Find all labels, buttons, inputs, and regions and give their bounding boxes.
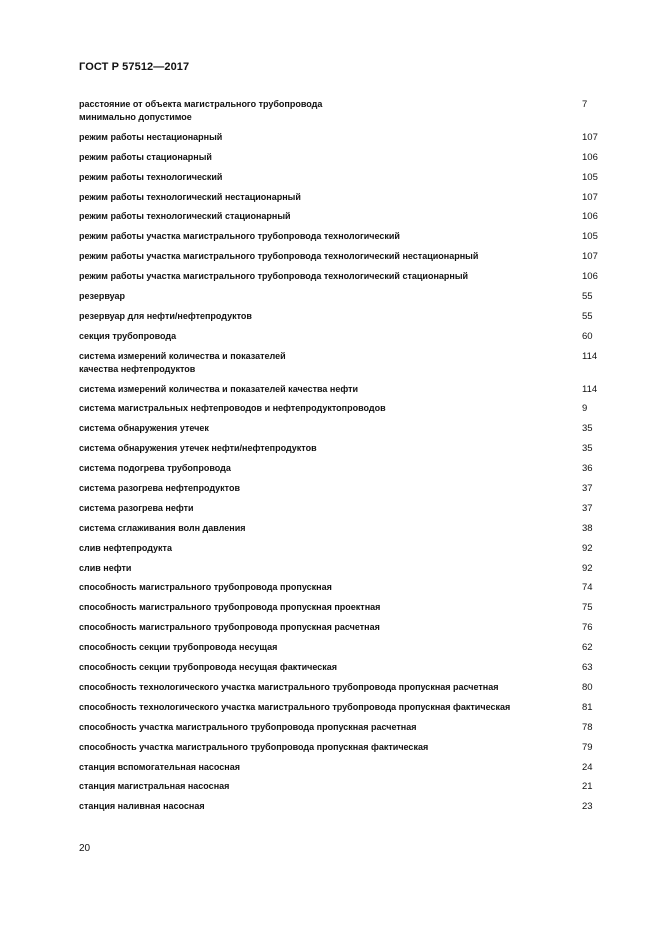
index-term: система обнаружения утечек нефти/нефтепродуктов [79,443,317,454]
index-page-number: 35 [582,443,593,455]
index-term: слив нефти [79,562,132,573]
index-entry [79,350,599,376]
index-entry [79,230,599,243]
index-term: система подогрева трубопровода [79,463,231,474]
index-entry [79,661,599,674]
index-entry [79,442,599,455]
index-term: расстояние от объекта магистрального трубопровода минимально допустимое [79,99,323,122]
index-entry [79,562,599,575]
index-entry [79,581,599,594]
index-term: система разогрева нефтепродуктов [79,483,240,494]
index-entry [79,171,599,184]
index-page-number: 63 [582,662,593,674]
index-term: система измерений количества и показателей качества нефти [79,383,359,394]
index-entry [79,462,599,475]
index-entry [79,250,599,263]
document-header: ГОСТ Р 57512—2017 [79,61,190,73]
index-entry [79,210,599,223]
index-page-number: 114 [582,383,598,395]
index-page-number: 75 [582,602,593,614]
index-entry [79,641,599,654]
index-entry [79,502,599,515]
index-term: режим работы технологический стационарный [79,211,291,222]
index-entry [79,621,599,634]
index-page-number: 37 [582,483,593,495]
index-term: режим работы участка магистрального трубопровода технологический стационарный [79,271,469,282]
index-page-number: 106 [582,211,598,223]
index-entry [79,131,599,144]
index-page-number: 37 [582,502,593,514]
index-page-number: 7 [582,99,588,110]
index-entry-list [79,98,599,820]
index-entry [79,290,599,303]
index-page-number: 55 [582,310,593,322]
index-term: режим работы технологический [79,171,223,182]
index-page-number: 107 [582,251,598,263]
index-page-number: 107 [582,191,598,203]
index-entry [79,681,599,694]
index-page-number: 78 [582,721,593,733]
index-entry [79,422,599,435]
index-term: способность технологического участка магистрального трубопровода пропускная фактическая [79,701,511,712]
index-term: режим работы технологический нестационарный [79,191,301,202]
index-page-number: 62 [582,642,593,654]
index-term: способность секции трубопровода несущая [79,642,278,653]
index-page-number: 21 [582,781,593,793]
index-term: способность участка магистрального трубопровода пропускная фактическая [79,741,429,752]
index-term: система измерений количества и показателей качества нефтепродуктов [79,350,286,374]
index-term: резервуар [79,291,126,302]
index-page-number: 114 [582,350,598,362]
index-page-number: 36 [582,463,593,475]
index-term: режим работы участка магистрального трубопровода технологический нестационарный [79,251,479,262]
index-page-number: 35 [582,423,593,435]
index-entry [79,482,599,495]
page-number: 20 [79,843,91,854]
index-entry [79,330,599,343]
index-page-number: 9 [582,403,588,415]
index-entry [79,270,599,283]
index-entry [79,800,599,813]
index-page-number: 92 [582,542,593,554]
index-entry [79,522,599,535]
index-term: система разогрева нефти [79,502,194,513]
index-page-number: 23 [582,801,593,813]
index-page-number: 106 [582,151,598,163]
index-entry [79,310,599,323]
index-page-number: 24 [582,761,593,773]
index-entry [79,542,599,555]
index-page-number: 74 [582,582,593,594]
index-entry [79,701,599,714]
index-page-number: 38 [582,522,593,534]
index-term: слив нефтепродукта [79,542,172,553]
index-term: способность технологического участка магистрального трубопровода пропускная расчетная [79,681,499,692]
index-page-number: 105 [582,231,598,243]
index-page-number: 55 [582,291,593,303]
index-page-number: 80 [582,681,593,693]
index-term: способность секции трубопровода несущая фактическая [79,662,338,673]
index-page-number: 60 [582,330,593,342]
index-term: система сглаживания волн давления [79,522,246,533]
index-term: секция трубопровода [79,330,177,341]
index-page-number: 76 [582,622,593,634]
index-entry [79,402,599,415]
index-entry [79,721,599,734]
index-entry [79,761,599,774]
index-term: режим работы нестационарный [79,131,223,142]
index-entry [79,383,599,396]
index-entry [79,741,599,754]
index-term: способность магистрального трубопровода пропускная проектная [79,602,381,613]
index-entry [79,191,599,204]
index-entry [79,780,599,793]
index-page-number: 105 [582,171,598,183]
index-page-number: 107 [582,131,598,143]
index-entry [79,601,599,614]
index-page-number: 79 [582,741,593,753]
index-term: способность магистрального трубопровода пропускная расчетная [79,622,380,633]
index-entry [79,98,599,124]
index-term: способность магистрального трубопровода пропускная [79,582,332,593]
index-page-number: 81 [582,701,593,713]
index-page-number: 106 [582,271,598,283]
index-term: режим работы стационарный [79,151,212,162]
index-term: режим работы участка магистрального трубопровода технологический [79,231,400,242]
index-term: станция магистральная насосная [79,781,230,792]
index-term: система обнаружения утечек [79,423,209,434]
index-term: станция вспомогательная насосная [79,761,240,772]
index-term: станция наливная насосная [79,801,205,812]
index-term: система магистральных нефтепроводов и нефтепродуктопроводов [79,403,386,414]
index-term: резервуар для нефти/нефтепродуктов [79,310,252,321]
index-term: способность участка магистрального трубопровода пропускная расчетная [79,721,417,732]
index-entry [79,151,599,164]
index-page-number: 92 [582,562,593,574]
